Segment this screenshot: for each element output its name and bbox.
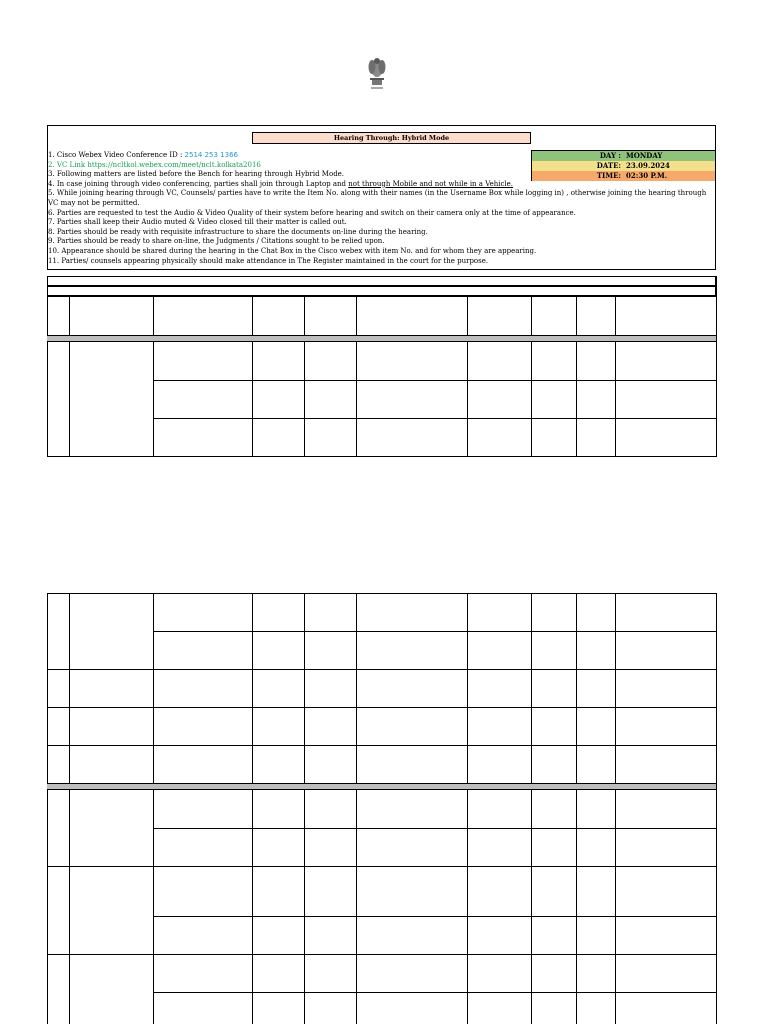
table-rule bbox=[576, 790, 577, 1024]
table-rule bbox=[47, 866, 717, 867]
table-rule bbox=[47, 745, 717, 746]
table-rule bbox=[531, 296, 532, 335]
instruction-1 bbox=[48, 151, 716, 161]
table-rule bbox=[153, 342, 154, 456]
table-rule bbox=[576, 593, 577, 783]
table-rule bbox=[47, 593, 717, 594]
table-rule bbox=[153, 631, 717, 632]
instruction-4-underlined: not through Mobile and not while in a Vehicle. bbox=[348, 179, 514, 188]
table-rule bbox=[69, 296, 70, 335]
table-rule bbox=[615, 342, 616, 456]
table-rule bbox=[47, 296, 717, 297]
vc-meeting-id: 2514 253 1366 bbox=[184, 151, 238, 159]
table-rule bbox=[47, 954, 717, 955]
table-rule bbox=[47, 707, 717, 708]
table-rule bbox=[47, 593, 48, 1024]
national-emblem-icon bbox=[364, 54, 390, 92]
table-rule bbox=[615, 790, 616, 1024]
table-rule bbox=[47, 276, 48, 456]
table-rule bbox=[153, 296, 154, 335]
table-rule bbox=[356, 593, 357, 783]
table-rule bbox=[252, 296, 253, 335]
table-rule bbox=[716, 276, 717, 456]
day-label: DAY : bbox=[599, 151, 621, 160]
time-value: 02:30 P.M. bbox=[626, 171, 668, 180]
table-rule bbox=[356, 342, 357, 456]
day-value: MONDAY bbox=[626, 151, 663, 160]
date-value: 23.09.2024 bbox=[626, 161, 670, 170]
table-rule bbox=[615, 593, 616, 783]
table-strip-2 bbox=[47, 286, 716, 296]
time-label: TIME: bbox=[596, 171, 621, 180]
vc-id-label: 1. Cisco Webex Video Conference ID : bbox=[48, 151, 185, 159]
table-rule bbox=[69, 790, 70, 1024]
instruction-3: 3. Following matters are listed before the Bench for hearing through Hybrid Mode. bbox=[48, 170, 345, 179]
table-rule bbox=[576, 296, 577, 335]
table-rule bbox=[576, 342, 577, 456]
instruction-11: 11. Parties/ counsels appearing physically should make attendance in The Register maintained in the court for the purpose. bbox=[48, 256, 489, 265]
section-band bbox=[47, 783, 716, 790]
instruction-9: 9. Parties should be ready to share on-line, the Judgments / Citations sought to be relied upon. bbox=[48, 237, 385, 246]
table-rule bbox=[153, 593, 154, 783]
table-rule bbox=[69, 593, 70, 783]
table-rule bbox=[153, 380, 717, 381]
table-rule bbox=[304, 593, 305, 783]
section-band bbox=[47, 335, 716, 342]
table-rule bbox=[531, 790, 532, 1024]
hearing-mode-title: Hearing Through: Hybrid Mode bbox=[252, 132, 531, 144]
instruction-7: 7. Parties shall keep their Audio muted & Video closed till their matter is called out. bbox=[48, 218, 347, 227]
table-rule bbox=[467, 342, 468, 456]
table-strip-top bbox=[47, 276, 716, 286]
instruction-4-text: 4. In case joining through video conferencing, parties shall join through Laptop and bbox=[48, 179, 349, 188]
table-rule bbox=[252, 790, 253, 1024]
table-rule bbox=[467, 593, 468, 783]
table-rule bbox=[153, 828, 717, 829]
table-rule bbox=[252, 342, 253, 456]
table-rule bbox=[153, 992, 717, 993]
table-rule bbox=[153, 790, 154, 1024]
table-rule bbox=[356, 790, 357, 1024]
table-rule bbox=[716, 593, 717, 1024]
table-rule bbox=[69, 342, 70, 456]
instruction-10: 10. Appearance should be shared during the hearing in the Chat Box in the Cisco webex with item No. and for whom they are appearing. bbox=[48, 246, 537, 255]
instruction-5: 5. While joining hearing through VC, Counsels/ parties have to write the Item No. along with their names (in the Username Box while logging in) , otherwise joining the hearing through VC may not be permitted. bbox=[48, 189, 707, 207]
table-rule bbox=[615, 296, 616, 335]
table-rule bbox=[304, 790, 305, 1024]
instruction-4 bbox=[48, 180, 716, 190]
instruction-6: 6. Parties are requested to test the Audio & Video Quality of their system before hearing and switch on their camera only at the time of appearance. bbox=[48, 208, 576, 217]
table-rule bbox=[467, 296, 468, 335]
table-rule bbox=[153, 418, 717, 419]
table-rule bbox=[304, 296, 305, 335]
vc-link[interactable]: 2. VC Link https://ncltkol.webex.com/meet/nclt.kolkata2016 bbox=[48, 160, 261, 169]
instructions-list bbox=[48, 151, 716, 266]
instruction-8: 8. Parties should be ready with requisite infrastructure to share the documents on-line during the hearing. bbox=[48, 227, 428, 236]
table-rule bbox=[356, 296, 357, 335]
table-rule bbox=[47, 456, 717, 457]
table-rule bbox=[531, 342, 532, 456]
date-label: DATE: bbox=[596, 161, 621, 170]
table-rule bbox=[467, 790, 468, 1024]
table-rule bbox=[304, 342, 305, 456]
table-rule bbox=[531, 593, 532, 783]
table-rule bbox=[153, 916, 717, 917]
table-rule bbox=[47, 669, 717, 670]
table-rule bbox=[252, 593, 253, 783]
